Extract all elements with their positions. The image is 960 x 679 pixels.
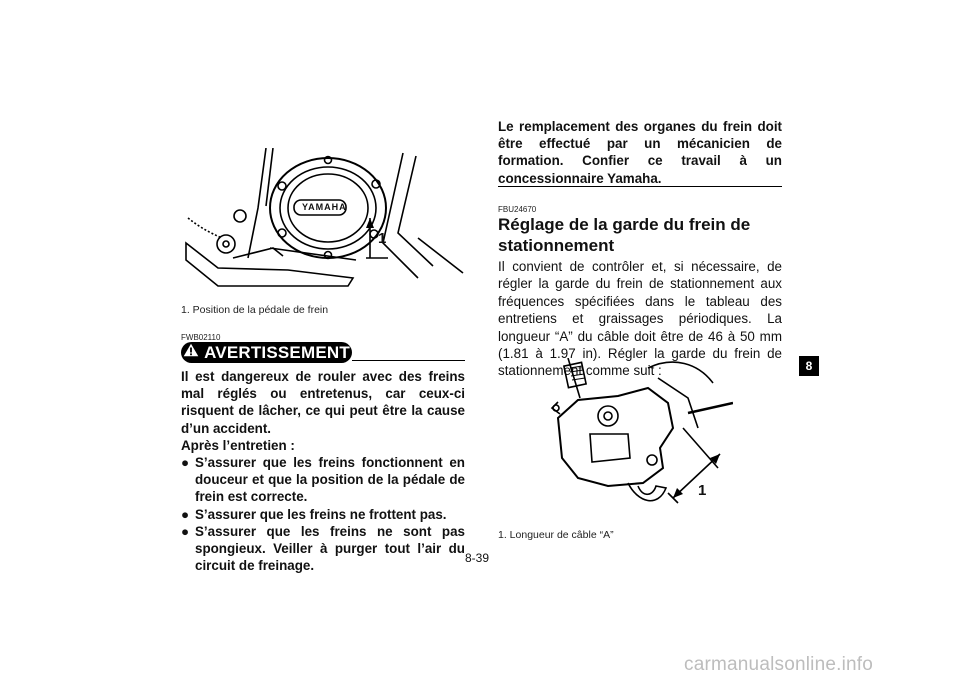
figure1-brand-label: YAMAHA [302,202,347,212]
section-code: FBU24670 [498,205,537,214]
figure2-callout: 1 [698,482,707,499]
warning-bullet-list [181,454,465,574]
page-number: 8-39 [465,551,490,565]
figure2-caption: 1. Longueur de câble “A” [498,529,614,541]
warning-paragraph: Il est dangereux de rouler avec des freins mal réglés ou entretenus, car ceux-ci risquent de lâcher, ce qui peut être la cause d’un accident. [181,369,465,436]
chapter-tab: 8 [799,356,819,376]
brake-pedal-illustration [178,148,468,298]
figure1-caption: 1. Position de la pédale de frein [181,304,329,316]
section-title: Réglage de la garde du frein de stationnement [498,215,751,255]
parking-brake-illustration [548,358,733,518]
bullet-icon: ● [181,523,190,539]
watermark: carmanualsonline.info [684,654,874,675]
warning-code: FWB02110 [181,333,221,342]
figure1-callout: 1 [378,230,387,247]
warning-bullet: ● S’assurer que les freins fonctionnent en douceur et que la position de la pédale de frein est correcte. [181,455,465,505]
warning-bullet: ● S’assurer que les freins ne frottent pas. [181,506,447,522]
bullet-icon: ● [181,506,190,522]
warning-triangle-icon [183,343,199,362]
section-body: Il convient de contrôler et, si nécessaire, de régler la garde du frein de stationnement aux fréquences spécifiées dans le tableau des entretiens et graissages périodiques. La longueur “A” du câble doit être de 46 à 50 mm (1.81 à 1.97 in). Régler la garde du frein de stationnement comme suit : [498,259,782,379]
warning-rule [352,360,465,361]
warning-intro: Après l’entretien : [181,437,295,453]
warning-body [181,368,465,574]
warning-banner [181,342,352,363]
note-rule [498,186,782,187]
warning-label: AVERTISSEMENT [204,342,350,362]
replacement-note: Le remplacement des organes du frein doit être effectué par un mécanicien de formation. Confier ce travail à un concessionnaire Yamaha. [498,119,782,186]
warning-bullet: ● S’assurer que les freins ne sont pas spongieux. Veiller à purger tout l’air du circuit de freinage. [181,523,465,574]
bullet-icon: ● [181,455,190,471]
